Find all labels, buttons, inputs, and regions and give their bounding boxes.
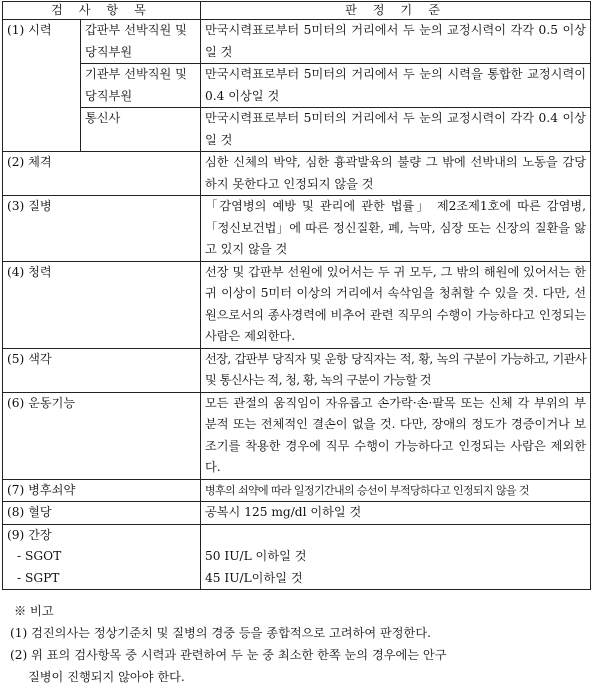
table-row bbox=[3, 348, 591, 392]
remarks-title: ※ 비고 bbox=[14, 604, 54, 618]
disease-label: (3) 질병 bbox=[3, 196, 201, 262]
recovery-label: (7) 병후쇠약 bbox=[3, 479, 201, 502]
remark-item-2-continuation: 질병이 진행되지 않아야 한다. bbox=[28, 670, 185, 684]
table-row bbox=[3, 524, 591, 546]
table-row bbox=[3, 108, 591, 152]
sgpt-text: 45 IU/L이하일 것 bbox=[201, 568, 591, 590]
table-row bbox=[3, 502, 591, 525]
liver-label: (9) 간장 bbox=[3, 524, 201, 546]
sgot-label: - SGOT bbox=[3, 546, 201, 568]
motor-text: 모든 관절의 움직임이 자유롭고 손가락·손·팔목 또는 신체 각 부위의 부분적 또는 전체적인 결손이 없을 것. 다만, 장애의 정도가 경증이거나 보조기를 착용한 경우에 직무 수행이 가능하다고 인정되는 사람은 제외한다. bbox=[201, 392, 591, 479]
health-criteria-table bbox=[2, 1, 591, 590]
table-row bbox=[3, 392, 591, 479]
table-row bbox=[3, 546, 591, 568]
table-row bbox=[3, 568, 591, 590]
sugar-label: (8) 혈당 bbox=[3, 502, 201, 525]
body-text: 심한 신체의 박약, 심한 흉곽발육의 불량 그 밖에 선박내의 노동을 감당하지 못한다고 인정되지 않을 것 bbox=[201, 152, 591, 196]
vision-sub3-text: 만국시력표로부터 5미터의 거리에서 두 눈의 교정시력이 각각 0.4 이상일 것 bbox=[201, 108, 591, 152]
remark-item-1: (1) 검진의사는 정상기준치 및 질병의 경중 등을 종합적으로 고려하여 판정한다. bbox=[10, 626, 431, 640]
hearing-label: (4) 청력 bbox=[3, 261, 201, 348]
disease-text: 「감염병의 예방 및 관리에 관한 법률」 제2조제1호에 따른 감염병, 「정신보건법」에 따른 정신질환, 폐, 늑막, 심장 또는 신장의 질환을 앓고 있지 않을 것 bbox=[201, 196, 591, 262]
table-row bbox=[3, 20, 591, 64]
color-text: 선장, 갑판부 당직자 및 운항 당직자는 적, 황, 녹의 구분이 가능하고, 기관사 및 통신사는 적, 청, 황, 녹의 구분이 가능할 것 bbox=[201, 348, 591, 392]
sgpt-label: - SGPT bbox=[3, 568, 201, 590]
sugar-text: 공복시 125 mg/dl 이하일 것 bbox=[201, 502, 591, 525]
vision-sub2-text: 만국시력표로부터 5미터의 거리에서 두 눈의 시력을 통합한 교정시력이 0.4 이상일 것 bbox=[201, 64, 591, 108]
recovery-text: 병후의 쇠약에 따라 일정기간내의 승선이 부적당하다고 인정되지 않을 것 bbox=[201, 479, 591, 502]
color-label: (5) 색각 bbox=[3, 348, 201, 392]
remarks-section bbox=[0, 600, 593, 688]
vision-sub1-label: 갑판부 선박직원 및 당직부원 bbox=[81, 20, 201, 64]
vision-sub2-label: 기관부 선박직원 및 당직부원 bbox=[81, 64, 201, 108]
table-row bbox=[3, 152, 591, 196]
remark-item-2: (2) 위 표의 검사항목 중 시력과 관련하여 두 눈 중 최소한 한쪽 눈의 경우에는 안구 bbox=[10, 648, 447, 662]
vision-sub1-text: 만국시력표로부터 5미터의 거리에서 두 눈의 교정시력이 각각 0.5 이상일 것 bbox=[201, 20, 591, 64]
motor-label: (6) 운동기능 bbox=[3, 392, 201, 479]
table-row bbox=[3, 196, 591, 262]
vision-label: (1) 시력 bbox=[3, 20, 81, 152]
table-row bbox=[3, 64, 591, 108]
header-item: 검 사 항 목 bbox=[3, 2, 201, 20]
header-criteria: 판 정 기 준 bbox=[201, 2, 591, 20]
liver-empty-cell bbox=[201, 524, 591, 546]
table-row bbox=[3, 479, 591, 502]
table-header-row bbox=[3, 2, 591, 20]
body-label: (2) 체격 bbox=[3, 152, 201, 196]
vision-sub3-label: 통신사 bbox=[81, 108, 201, 152]
hearing-text: 선장 및 갑판부 선원에 있어서는 두 귀 모두, 그 밖의 해원에 있어서는 한 귀 이상이 5미터 이상의 거리에서 속삭임을 청취할 수 있을 것. 다만, 선원으로서의 종사경력에 비추어 관련 직무의 수행이 가능하다고 인정되는 사람은 제외한다. bbox=[201, 261, 591, 348]
sgot-text: 50 IU/L 이하일 것 bbox=[201, 546, 591, 568]
table-row bbox=[3, 261, 591, 348]
